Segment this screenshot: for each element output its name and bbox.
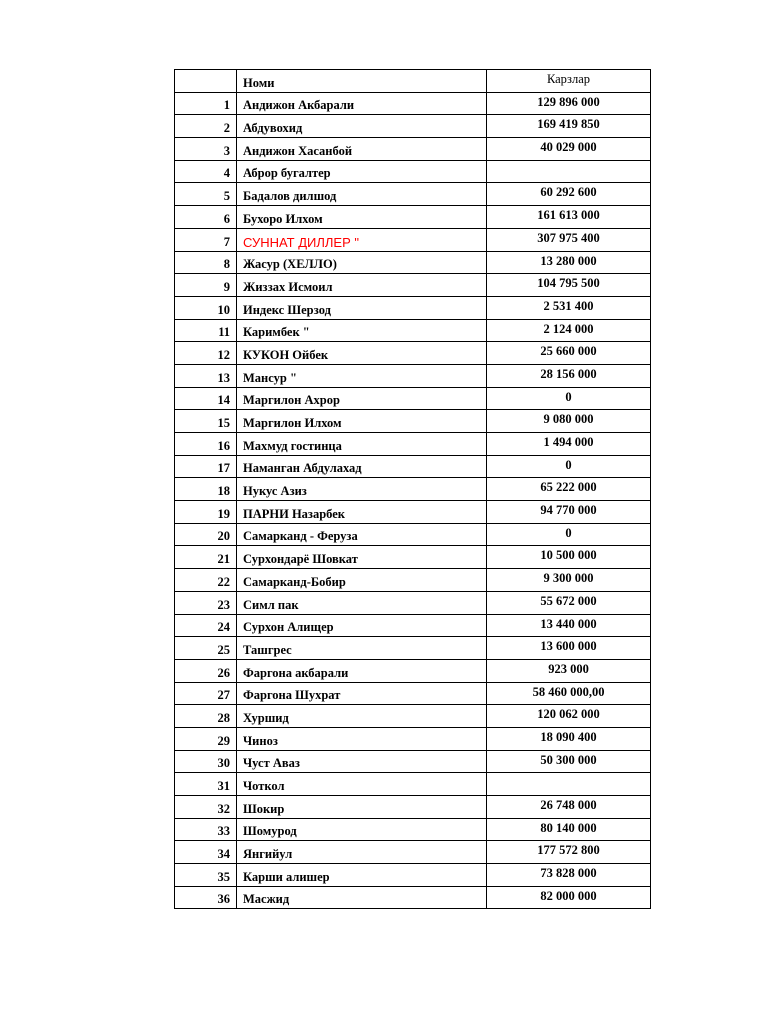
row-name: Чиноз: [237, 727, 487, 750]
row-amount: 2 124 000: [487, 319, 651, 342]
row-amount: 80 140 000: [487, 818, 651, 841]
row-name: ПАРНИ Назарбек: [237, 501, 487, 524]
table-row: [175, 886, 651, 909]
row-amount: 94 770 000: [487, 501, 651, 524]
row-amount: 65 222 000: [487, 478, 651, 501]
row-amount: 50 300 000: [487, 750, 651, 773]
row-number: 11: [175, 319, 237, 342]
table-row: [175, 501, 651, 524]
row-number: 5: [175, 183, 237, 206]
row-number: 15: [175, 410, 237, 433]
table-row: [175, 251, 651, 274]
row-amount: 25 660 000: [487, 342, 651, 365]
row-number: 26: [175, 659, 237, 682]
row-name: Симл пак: [237, 591, 487, 614]
row-number: 29: [175, 727, 237, 750]
row-amount: 129 896 000: [487, 92, 651, 115]
row-amount: 307 975 400: [487, 228, 651, 251]
row-number: 30: [175, 750, 237, 773]
row-amount: [487, 160, 651, 183]
table-row: [175, 274, 651, 297]
table-row: [175, 546, 651, 569]
row-name: Карши алишер: [237, 864, 487, 887]
row-amount: 2 531 400: [487, 296, 651, 319]
table-row: [175, 206, 651, 229]
row-name: СУННАТ ДИЛЛЕР ": [237, 228, 487, 251]
row-number: 1: [175, 92, 237, 115]
row-number: 3: [175, 138, 237, 161]
table-row: [175, 569, 651, 592]
row-amount: 55 672 000: [487, 591, 651, 614]
row-amount: 18 090 400: [487, 727, 651, 750]
row-number: 31: [175, 773, 237, 796]
row-amount: 177 572 800: [487, 841, 651, 864]
row-name: Жасур (ХЕЛЛО): [237, 251, 487, 274]
table-row: [175, 773, 651, 796]
row-name: Хуршид: [237, 705, 487, 728]
row-name: Сурхон Алищер: [237, 614, 487, 637]
table-row: [175, 342, 651, 365]
row-number: 21: [175, 546, 237, 569]
row-amount: 104 795 500: [487, 274, 651, 297]
table-row: [175, 160, 651, 183]
table-row: [175, 138, 651, 161]
table-row: [175, 92, 651, 115]
table-row: [175, 523, 651, 546]
row-number: 9: [175, 274, 237, 297]
row-amount: 26 748 000: [487, 796, 651, 819]
row-amount: 923 000: [487, 659, 651, 682]
row-name: Маргилон Ахрор: [237, 387, 487, 410]
table-row: [175, 183, 651, 206]
row-name: Фаргона акбарали: [237, 659, 487, 682]
row-number: 18: [175, 478, 237, 501]
row-name: Шомурод: [237, 818, 487, 841]
row-name: Самарканд - Феруза: [237, 523, 487, 546]
row-number: 7: [175, 228, 237, 251]
table-row: [175, 750, 651, 773]
row-number: 27: [175, 682, 237, 705]
row-amount: 9 080 000: [487, 410, 651, 433]
row-amount: 0: [487, 523, 651, 546]
row-name: Чуст Аваз: [237, 750, 487, 773]
row-amount: 1 494 000: [487, 433, 651, 456]
row-name: Андижон Хасанбой: [237, 138, 487, 161]
row-number: 4: [175, 160, 237, 183]
table-row: [175, 387, 651, 410]
row-number: 8: [175, 251, 237, 274]
table-row: [175, 410, 651, 433]
row-name: Маргилон Илхом: [237, 410, 487, 433]
table-row: [175, 841, 651, 864]
row-name: Фаргона Шухрат: [237, 682, 487, 705]
row-number: 14: [175, 387, 237, 410]
row-number: 17: [175, 455, 237, 478]
row-amount: 13 280 000: [487, 251, 651, 274]
table-row: [175, 796, 651, 819]
header-name: Номи: [237, 70, 487, 93]
row-amount: 0: [487, 387, 651, 410]
row-amount: 9 300 000: [487, 569, 651, 592]
table-row: [175, 455, 651, 478]
table-row: [175, 478, 651, 501]
table-row: [175, 614, 651, 637]
row-number: 16: [175, 433, 237, 456]
row-name: Каримбек ": [237, 319, 487, 342]
row-name: Мансур ": [237, 364, 487, 387]
row-name: Махмуд гостинца: [237, 433, 487, 456]
row-name: Жиззах Исмоил: [237, 274, 487, 297]
header-amount: Карзлар: [487, 70, 651, 93]
row-amount: 161 613 000: [487, 206, 651, 229]
row-number: 25: [175, 637, 237, 660]
row-amount: 0: [487, 455, 651, 478]
row-amount: 82 000 000: [487, 886, 651, 909]
row-number: 24: [175, 614, 237, 637]
table-row: [175, 705, 651, 728]
row-number: 12: [175, 342, 237, 365]
row-name: Шокир: [237, 796, 487, 819]
table-row: [175, 637, 651, 660]
row-name: Нукус Азиз: [237, 478, 487, 501]
row-name: Сурхондарё Шовкат: [237, 546, 487, 569]
table-row: [175, 591, 651, 614]
row-number: 6: [175, 206, 237, 229]
row-number: 33: [175, 818, 237, 841]
row-name: Андижон Акбарали: [237, 92, 487, 115]
row-amount: 13 440 000: [487, 614, 651, 637]
table-row: [175, 115, 651, 138]
table-header-row: [175, 70, 651, 93]
row-amount: 10 500 000: [487, 546, 651, 569]
row-number: 19: [175, 501, 237, 524]
row-amount: 58 460 000,00: [487, 682, 651, 705]
table-row: [175, 296, 651, 319]
table-row: [175, 727, 651, 750]
table-row: [175, 319, 651, 342]
row-name: КУКОН Ойбек: [237, 342, 487, 365]
row-number: 22: [175, 569, 237, 592]
row-name: Самарканд-Бобир: [237, 569, 487, 592]
row-amount: 73 828 000: [487, 864, 651, 887]
table-row: [175, 864, 651, 887]
row-amount: [487, 773, 651, 796]
row-amount: 28 156 000: [487, 364, 651, 387]
row-name: Масжид: [237, 886, 487, 909]
row-name: Чоткол: [237, 773, 487, 796]
row-name: Индекс Шерзод: [237, 296, 487, 319]
row-number: 13: [175, 364, 237, 387]
row-name: Бадалов дилшод: [237, 183, 487, 206]
table-row: [175, 433, 651, 456]
row-number: 32: [175, 796, 237, 819]
row-number: 36: [175, 886, 237, 909]
row-name: Янгийул: [237, 841, 487, 864]
table-row: [175, 682, 651, 705]
row-amount: 13 600 000: [487, 637, 651, 660]
row-number: 2: [175, 115, 237, 138]
row-number: 34: [175, 841, 237, 864]
table-row: [175, 659, 651, 682]
row-number: 10: [175, 296, 237, 319]
row-name: Абдувохид: [237, 115, 487, 138]
row-amount: 120 062 000: [487, 705, 651, 728]
row-number: 35: [175, 864, 237, 887]
row-name: Ташгрес: [237, 637, 487, 660]
table-row: [175, 364, 651, 387]
row-number: 23: [175, 591, 237, 614]
debt-table: [174, 69, 651, 909]
table-row: [175, 818, 651, 841]
row-amount: 40 029 000: [487, 138, 651, 161]
row-name: Бухоро Илхом: [237, 206, 487, 229]
row-amount: 60 292 600: [487, 183, 651, 206]
header-num: [175, 70, 237, 93]
row-name: Наманган Абдулахад: [237, 455, 487, 478]
row-amount: 169 419 850: [487, 115, 651, 138]
row-number: 20: [175, 523, 237, 546]
table-row: [175, 228, 651, 251]
row-number: 28: [175, 705, 237, 728]
row-name: Аброр бугалтер: [237, 160, 487, 183]
